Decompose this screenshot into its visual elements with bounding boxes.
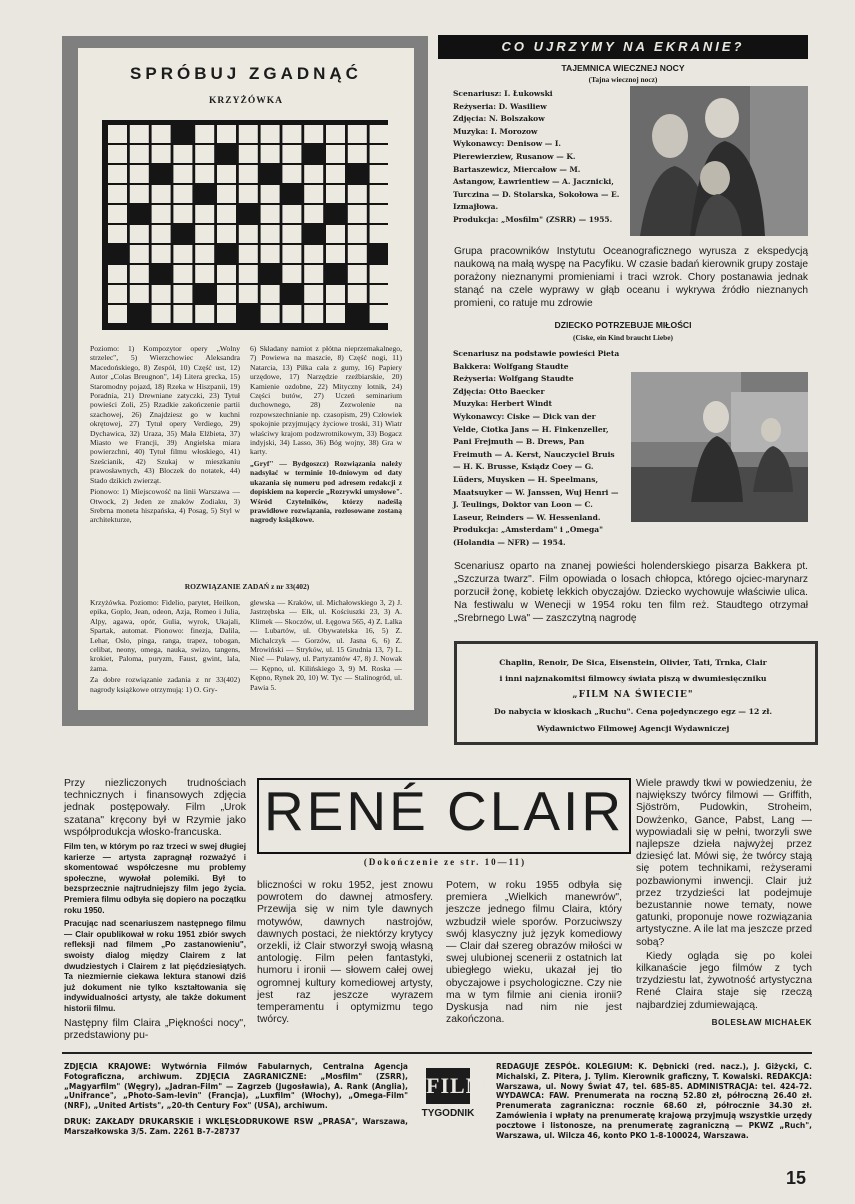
crossword-cell: [282, 225, 301, 243]
crossword-cell: [108, 145, 127, 163]
quiz-panel: [78, 48, 414, 710]
crossword-cell: [261, 205, 280, 223]
crossword-cell: [195, 145, 214, 163]
crossword-cell: [370, 145, 388, 163]
crossword-rules: „Gryf" — Bydgoszcz) Rozwiązania należy nadsyłać w terminie 10-dniowym od daty ukazania się numeru pod adresem redakcji z dopiskiem na kopercie „Rozrywki umysłowe". Wśród Czytelników, którzy nadeślą prawidłowe rozwiązania, rozlosowane zostaną nagrody książkowe.: [250, 458, 402, 525]
crossword-cell: [304, 265, 323, 283]
film2-credits: Scenariusz na podstawie powieści Pieta Bakkera: Wolfgang Staudte Reżyseria: Wolfgang Staudte Zdjęcia: Otto Baecker Muzyka: Herbert Windt Wykonawcy: Ciske — Dick van der Velde, Ciotka Jans — H. Finkenzeller, Pani Frejmuth — B. Drews, Pan Freimuth — A. Kerst, Nauczyciel Bruis — H. K. Brusse, Ksiądz Coey — G. Lüders, Muysken — H. Speelmans, Maatsuyker — W. Janssen, Wuj Henri — J. Teulings, Doktor van Loon — C. Laseur, Reinders — W. Hessenland. Produkcja: „Amsterdam" i „Omega" (Holandia — NFR) — 1954.: [453, 349, 620, 547]
article-author: BOLESŁAW MICHAŁEK: [711, 1017, 812, 1027]
crossword-cell: [239, 225, 258, 243]
crossword-cell: [130, 265, 149, 283]
advert-line-1: Chaplin, Renoir, De Sica, Eisenstein, Olivier, Tati, Trnka, Clair: [499, 658, 767, 667]
crossword-cell: [152, 125, 171, 143]
crossword-cell: [173, 245, 192, 263]
crossword-cell: [282, 205, 301, 223]
crossword-cell: [217, 225, 236, 243]
article-col2: bliczności w roku 1952, jest znowu powrotem do dawnej atmosfery. Przewija się w nim tyle dawnych motywów, dawnych nastrojów, dawnych postaci, że niektórzy krytycy orzekli, iż Clair stworzył swoją własną antologię. Film pełen fantastyki, humoru i ironii — słowem całej owej ogromnej kultury komediowej artysty, jest raz jeszcze wyrazem temperamentu i optymizmu tego twórcy.: [257, 880, 433, 1026]
article-col1-p3: Pracując nad scenariuszem następnego filmu — Clair opublikował w roku 1951 zbiór swych refleksji nad filmem „Po zastanowieniu", swoisty dialog między Clairem z lat dwudziestych i Clairem z lat pięćdziesiątych. Ta niezmiernie ciekawa lektura stanowi dziś już dokument nie tylko kształtowania się indywidualności artysty, ale także dokument historii filmu.: [64, 919, 246, 1013]
crossword-cell: [370, 265, 388, 283]
crossword-cell: [282, 165, 301, 183]
crossword-cell: [348, 245, 367, 263]
crossword-cell: [195, 265, 214, 283]
crossword-cell: [108, 225, 127, 243]
film2-title: DZIECKO POTRZEBUJE MIŁOŚCI: [554, 320, 692, 330]
film1-title: TAJEMNICA WIECZNEJ NOCY: [561, 63, 685, 73]
crossword-cell: [108, 305, 127, 323]
footer-editorial-info: REDAGUJE ZESPÓŁ. KOLEGIUM: K. Dębnicki (red. nacz.), J. Giżycki, C. Michalski, Z. Pitera, J. Tylim. Kierownik graficzny, T. Kowalski. REDAKCJA: Warszawa, ul. Nowy Świat 47, tel. 685-85. ADMINISTRACJA: tel. 424-72. WYDAWCA: FAW. Prenumerata na roczną 52.80 zł, półroczną 26.40 zł. Prenumerata zagraniczna: rocznie 68.60 zł, półrocznie 34.30 zł. Zamówienia i wpłaty na prenumeratę krajową przyjmują wszystkie urzędy pocztowe i listonosze, na prenumeratę zagraniczną — PKWZ „Ruch", Warszawa, ul. Wilcza 46, konto PKO 1-8-100024, Warszawa.: [496, 1062, 812, 1140]
footer-divider: [62, 1052, 812, 1054]
film1-original-title: (Tajna wiecznoj nocz): [588, 75, 658, 84]
crossword-cell: [348, 205, 367, 223]
film2-still-photo: [631, 372, 808, 522]
article-col3: Potem, w roku 1955 odbyła się premiera „Wielkich manewrów", jeszcze jednego filmu Claira, który wzbudził wiele sporów. Porzuciwszy swój klasyczny już język komediowy — Clair dał szereg obrazów miłości w swej ulubionej scenerii z ostatnich lat ubiegłego wieku, ukazał jej tło obyczajowe i psychologiczne. Czy nie ma w tym filmie ani cienia ironii? Dyskusja nad nim nie jest zakończona.: [446, 880, 622, 1026]
crossword-cell: [348, 285, 367, 303]
film-tygodnik-logo: [418, 1068, 488, 1126]
crossword-cell: [239, 165, 258, 183]
crossword-cell: [217, 305, 236, 323]
crossword-cell: [326, 225, 345, 243]
magazine-advert: [454, 641, 818, 745]
crossword-cell: [239, 285, 258, 303]
winners-list: glewska — Kraków, ul. Michałowskiego 3, 2) J. Jastrzębska — Ełk, ul. Kościuszki 23, 3) A. Klimek — Skoczów, ul. Łęgowa 565, 4) Z. Lalka — Lubartów, ul. Obywatelska 16, 5) Z. Michalczyk — Gorzów, ul. Jasna 6, 6) Z. Mrowiński — Stryków, ul. 15 Grudnia 13, 7) L. Nieć — Puławy, ul. Partyzantów 47, 8) J. Nowak — Kępno, ul. Kilińskiego 3, 9) M. Roska — Kępno, Rynek 20, 10) W. Tyc — Stalinogród, ul. Pawia 5.: [250, 598, 402, 692]
crossword-cell: [173, 165, 192, 183]
crossword-cell: [239, 185, 258, 203]
crossword-cell: [326, 285, 345, 303]
crossword-cell: [370, 205, 388, 223]
footer-print-info: DRUK: ZAKŁADY DRUKARSKIE i WKLĘSŁODRUKOWE RSW „PRASA", Warszawa, Marszałkowska 3/5. Zam. 2261 B-7-28737: [64, 1116, 408, 1136]
crossword-cell: [326, 185, 345, 203]
crossword-cell: [130, 225, 149, 243]
crossword-cell: [173, 305, 192, 323]
crossword-cell: [239, 125, 258, 143]
advert-magazine-title: „FILM NA ŚWIECIE": [572, 690, 694, 700]
crossword-clues-vertical: Pionowo: 1) Miejscowość na linii Warszawa — Otwock, 2) Jeden ze znaków Zodiaku, 3) Srebrna moneta hiszpańska, 4) Posag, 5) Styl w architekturze,: [90, 487, 240, 525]
film2-description: Scenariusz oparto na znanej powieści holenderskiego pisarza Bakkera pt. „Szczurza twarz". Film opowiada o losach chłopca, którego ojciec-marynarz porzucił żonę, kobietę lekkich obyczajów. Dziecko wychowuje właściwie ulica. Na festiwalu w Wenecji w 1954 roku ten film reż. Staudtego otrzymał „Srebrnego Lwa" — zaszczytną nagrodę: [454, 561, 808, 624]
crossword-cell: [261, 245, 280, 263]
crossword-cell: [108, 165, 127, 183]
crossword-cell: [261, 145, 280, 163]
page-number: 15: [786, 1168, 807, 1188]
crossword-cell: [217, 205, 236, 223]
crossword-cell: [195, 225, 214, 243]
crossword-cell: [130, 125, 149, 143]
crossword-cell: [326, 125, 345, 143]
crossword-cell: [326, 245, 345, 263]
crossword-cell: [304, 185, 323, 203]
section-banner: CO UJRZYMY NA EKRANIE?: [438, 35, 808, 59]
film2-original-title: (Ciske, ein Kind braucht Liebe): [573, 333, 673, 342]
advert-line-4: Do nabycia w kioskach „Ruchu". Cena pojedynczego egz — 12 zł.: [493, 707, 773, 716]
quiz-title: SPRÓBUJ ZGADNĄĆ: [130, 64, 362, 83]
crossword-cell: [348, 265, 367, 283]
crossword-cell: [282, 305, 301, 323]
crossword-cell: [326, 305, 345, 323]
crossword-cell: [261, 305, 280, 323]
crossword-cell: [282, 125, 301, 143]
advert-line-2: i inni najznakomitsi filmowcy świata piszą w dwumiesięczniku: [499, 674, 767, 683]
crossword-cell: [108, 205, 127, 223]
crossword-cell: [282, 145, 301, 163]
crossword-cell: [261, 285, 280, 303]
crossword-cell: [152, 225, 171, 243]
crossword-cell: [108, 185, 127, 203]
crossword-cell: [195, 245, 214, 263]
crossword-cell: [130, 145, 149, 163]
continuation-note: (Dokończenie ze str. 10—11): [363, 857, 527, 867]
crossword-cell: [304, 165, 323, 183]
crossword-cell: [217, 265, 236, 283]
crossword-cell: [173, 145, 192, 163]
article-col1-p1: Przy niezliczonych trudnościach technicznych i finansowych zdjęcia jednak postępowały. Film „Urok szatana" kręcony był w Rzymie jako współprodukcja włosko-francuska.: [64, 778, 246, 838]
crossword-cell: [217, 125, 236, 143]
crossword-cell: [130, 285, 149, 303]
crossword-cell: [348, 145, 367, 163]
article-col1-p2: Film ten, w którym po raz trzeci w swej długiej karierze — artysta zapragnął rozważyć i skomentować współczesne mu problemy społeczne, wywołał polemiki. Był to bezsprzecznie najtrudniejszy film jego życia. Premiera filmu odbyła się dopiero na początku roku 1950.: [64, 842, 246, 915]
crossword-cell: [370, 285, 388, 303]
crossword-cell: [108, 265, 127, 283]
crossword-cell: [326, 165, 345, 183]
crossword-cell: [173, 285, 192, 303]
crossword-cell: [304, 285, 323, 303]
crossword-cell: [173, 185, 192, 203]
crossword-cell: [348, 185, 367, 203]
crossword-cell: [152, 145, 171, 163]
crossword-cell: [304, 125, 323, 143]
film1-credits: Scenariusz: I. Łukowski Reżyseria: D. Wasiliew Zdjęcia: N. Bolszakow Muzyka: I. Morozow Wykonawcy: Denisow — I. Pierewierziew, Rusanow — K. Bartaszewicz, Miercałow — M. Astangow, Ławrientiew — A. Jacznicki, Turczina — D. Stolarska, Sokołowa — E. Izmajłowa. Produkcja: „Mosfilm" (ZSRR) — 1955.: [453, 89, 620, 224]
crossword-cell: [130, 185, 149, 203]
crossword-cell: [152, 245, 171, 263]
crossword-cell: [261, 185, 280, 203]
crossword-cell: [173, 265, 192, 283]
crossword-cell: [217, 185, 236, 203]
crossword-cell: [261, 225, 280, 243]
crossword-cell: [108, 125, 127, 143]
crossword-cell: [370, 165, 388, 183]
article-title: RENÉ CLAIR: [263, 780, 625, 842]
crossword-cell: [239, 145, 258, 163]
footer-photo-credits: ZDJĘCIA KRAJOWE: Wytwórnia Filmów Fabularnych, Centralna Agencja Fotograficzna, archiwum. ZDJĘCIA ZAGRANICZNE: „Mosfilm" (ZSRR), „Magyarfilm" (Węgry), „Jadran-Film" — Zagrzeb (Jugosławia), A. Rank (Anglia), „Unifrance", „Photo-Sam-levin" (Francja), „Luxfilm" (Włochy), „Omega-Film" (NRF), „United Artists", „20-th Century Fox" (USA), archiwum.: [64, 1062, 408, 1111]
film1-still-photo: [630, 86, 808, 236]
crossword-cell: [370, 125, 388, 143]
crossword-cell: [282, 245, 301, 263]
crossword-cell: [239, 245, 258, 263]
crossword-cell: [217, 165, 236, 183]
crossword-cell: [108, 285, 127, 303]
crossword-cell: [130, 165, 149, 183]
crossword-cell: [152, 205, 171, 223]
logo-mark: FILM: [426, 1068, 470, 1104]
crossword-cell: [152, 285, 171, 303]
advert-publisher: Wydawnictwo Filmowej Agencji Wydawniczej: [536, 724, 730, 733]
crossword-cell: [173, 205, 192, 223]
crossword-cell: [239, 265, 258, 283]
crossword-cell: [370, 225, 388, 243]
crossword-cell: [195, 125, 214, 143]
crossword-cell: [130, 245, 149, 263]
crossword-cell: [261, 125, 280, 143]
crossword-cell: [152, 305, 171, 323]
crossword-cell: [195, 205, 214, 223]
crossword-cell: [195, 165, 214, 183]
crossword-cell: [195, 305, 214, 323]
crossword-cell: [152, 185, 171, 203]
film1-description: Grupa pracowników Instytutu Oceanograficznego wyrusza z ekspedycją naukową na małą wyspę na Pacyfiku. W czasie badań kierownik grupy zostaje porażony nieznanymi promieniami i traci wzrok. Chory postanawia jednak stanąć na czele wyprawy w głąb oceanu i wykrywa źródło nieznanych promieni, co ratuje mu zdrowie: [454, 246, 808, 309]
answers-heading: ROZWIĄZANIE ZADAŃ z nr 33(402): [184, 582, 310, 591]
article-col1-p4: Następny film Claira „Piękności nocy", przedstawiony pu-: [64, 1017, 246, 1041]
logo-subtitle: TYGODNIK: [421, 1108, 475, 1119]
crossword-cell: [304, 245, 323, 263]
crossword-cell: [304, 305, 323, 323]
crossword-cell: [304, 205, 323, 223]
article-title-box: [257, 778, 631, 854]
crossword-cell: [282, 265, 301, 283]
crossword-cell: [348, 125, 367, 143]
crossword-cell: [370, 185, 388, 203]
answers-text: Krzyżówka. Poziomo: Fidelio, parytet, Heilkon, epika, Goplo, Jean, odeon, Azja, Romeo i Julia, Alpy, agawa, opór, Gulia, wyrok, Ukajali, Spartak, automat. Pionowo: finezja, Dalila, Lehar, Oslo, pinga, ranga, trapez, tobogan, celibat, neony, omega, nauka, swizo, tangens, krokiet, Paloma, puryzm, Faust, gwint, lala, żama.: [90, 598, 240, 673]
crossword-cell: [348, 225, 367, 243]
crossword-cell: [370, 305, 388, 323]
crossword-grid: [102, 120, 388, 330]
crossword-clues-horizontal: Poziomo: 1) Kompozytor opery „Wolny strzelec", 5) Wierzchowiec Aleksandra Macedońskiego, 8) Zespół, 10) Część ust, 12) Autor „Colas Breugnon", 14) Litera grecka, 15) Staromodny pojazd, 18) Rzeka w Hiszpanii, 19) Poradnia, 21) Drewniane zatyczki, 23) Tytuł powieści Zoli, 25) Rzadkie zakończenie partii szachowej, 26) Znajdziesz go w kuchni okrętowej, 27) Tytuł opery Verdiego, 29) Dychawica, 32) Uraza, 35) Mała Elżbieta, 37) Miasto we Francji, 39) Angielska miara powierzchni, 40) Tytuł filmu włoskiego, 41) Sześcianik, 42) Szukaj w mieszkaniu prawosławnych, 43) Bloczek do notatek, 44) Stado dzikich zwierząt.: [90, 344, 240, 485]
article-col4-p1: Wiele prawdy tkwi w powiedzeniu, że największy twórcy filmowi — Griffith, Sjöström, Pudowkin, Stroheim, Dowżenko, Gance, Pabst, Lang — wypowiadali się w pełni, tworzyli swe najlepsze dzieła najwyżej przez dziesięć lat. Mówi się, że twórcy stają się potem technikami, reżyserami pozbawionymi inwencji. Clair już przez trzydzieści lat podejmuje bezustannie nowe tematy, nowe gatunki, proponuje nowe rozwiązania artystyczne. A ile lat ma jeszcze przed sobą?: [636, 778, 812, 948]
crossword-heading: KRZYŻÓWKA: [209, 96, 283, 106]
crossword-cell: [326, 145, 345, 163]
winners-intro: Za dobre rozwiązanie zadania z nr 33(402) nagrody książkowe otrzymują: 1) O. Gry-: [90, 675, 240, 694]
article-col4-p2: Kiedy ogląda się po kolei kilkanaście jego filmów z tych trzydziestu lat, żywotność artystyczna René Claira staje się rzeczą najbardziej zdumiewającą.: [636, 950, 812, 1011]
crossword-cell: [217, 285, 236, 303]
crossword-clues-vertical-cont: 6) Składany namiot z płótna nieprzemakalnego, 7) Powiewa na maszcie, 8) Część nogi, 11) Natarcia, 13) Piłka cała z gumy, 16) Papiery urzędowe, 17) Narzędzie rzeźbiarskie, 20) Kamienie ozdobne, 22) Mityczny lotnik, 24) Części butów, 27) Uczeń seminarium duchownego, 28) Zezwolenie na rozpowszechnianie np. czasopism, 29) Człowiek spokojnie przyjmujący życiowe troski, 31) Wiatr właściwy krajom podzwrotnikowym, 33) Bogacz indyjski, 34) Lasso, 36) Bóg wojny, 38) Gra w karty.: [250, 344, 402, 457]
